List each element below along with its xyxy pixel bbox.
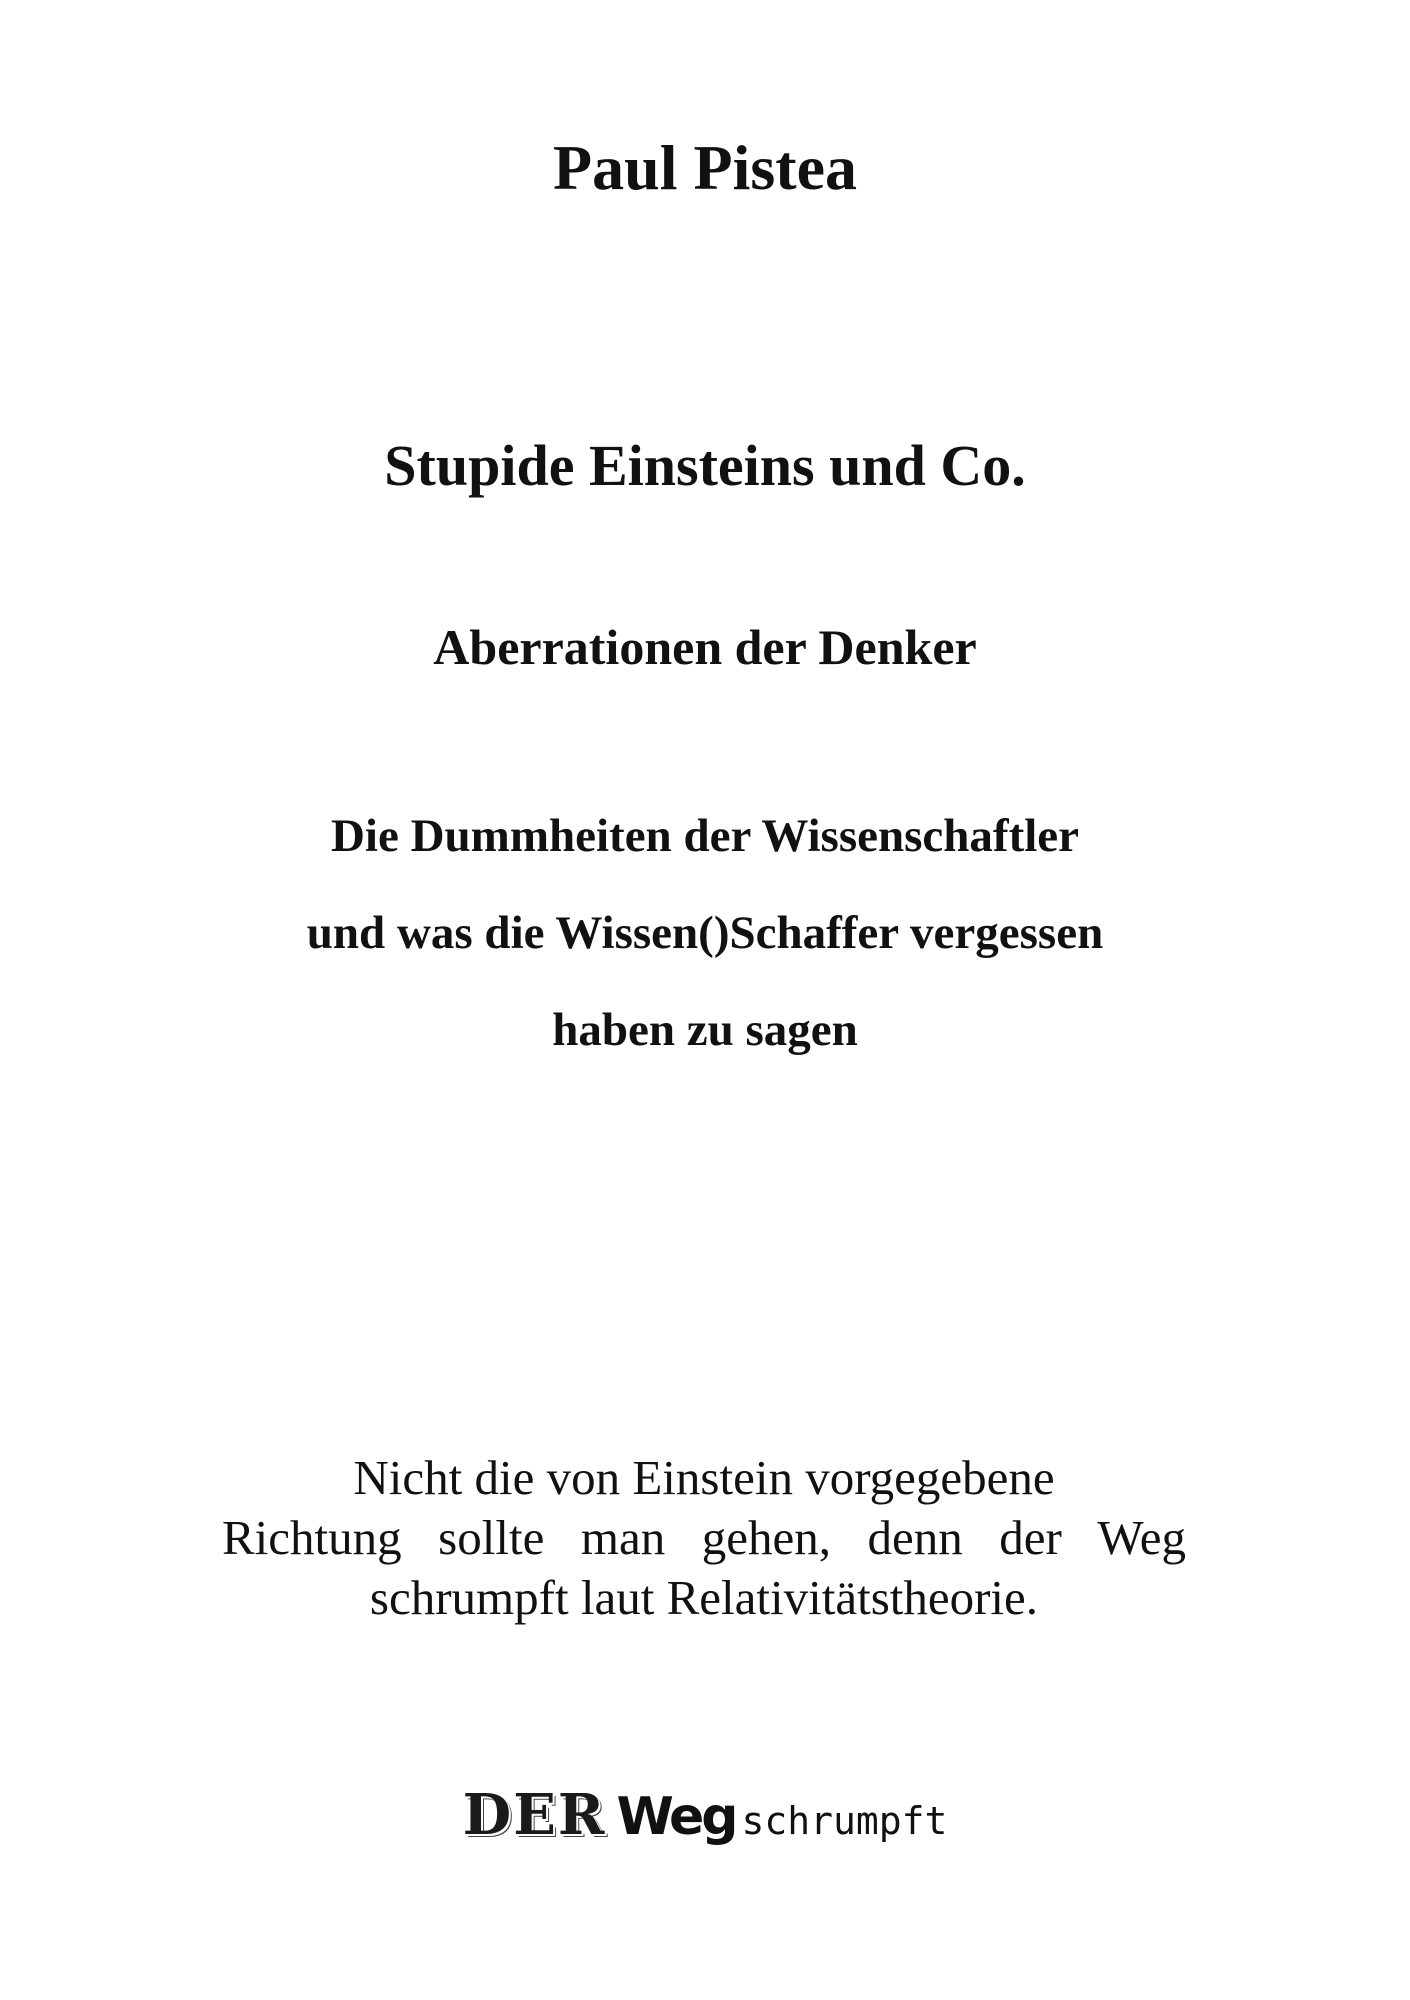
book-title: Stupide Einsteins und Co. [384, 433, 1026, 498]
logo-word-der: DER [462, 1782, 607, 1848]
author-name: Paul Pistea [553, 132, 857, 203]
epigraph [222, 1448, 1186, 1628]
tagline [0, 788, 1410, 1079]
tagline-line: und was die Wissen()Schaffer vergessen [306, 907, 1104, 959]
der-weg-schrumpft-logo [0, 1775, 1410, 1870]
book-subtitle: Aberrationen der Denker [433, 619, 977, 675]
epigraph-line: Richtung sollte man gehen, denn der Weg [222, 1510, 1186, 1565]
epigraph-line: schrumpft laut Relativitätstheorie. [369, 1570, 1039, 1625]
logo-word-weg: Weg [616, 1787, 736, 1847]
tagline-line: Die Dummheiten der Wissenschaftler [330, 810, 1080, 862]
logo-word-schrumpft: schrumpft [741, 1799, 948, 1843]
epigraph-line: Nicht die von Einstein vorgegebene [353, 1450, 1055, 1505]
tagline-line: haben zu sagen [552, 1004, 858, 1056]
